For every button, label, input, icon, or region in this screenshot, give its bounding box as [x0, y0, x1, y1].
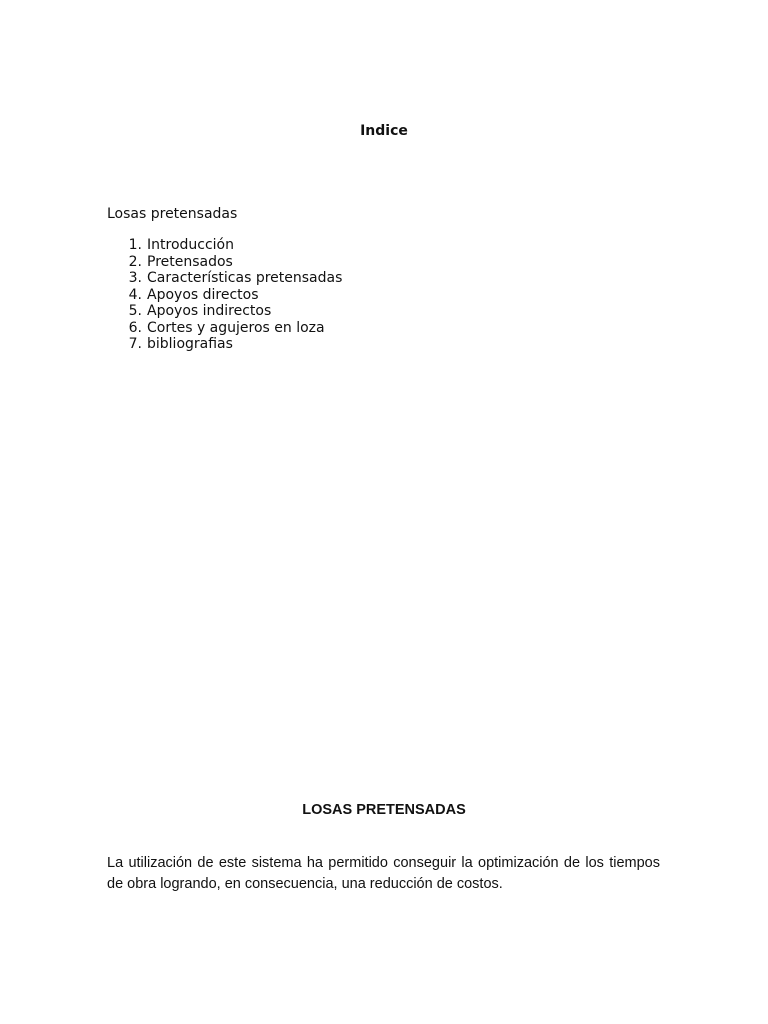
list-item-number: 1. [128, 237, 142, 253]
list-item-number: 2. [128, 253, 142, 270]
list-item-number: 5. [128, 303, 142, 319]
list-item [107, 287, 342, 304]
list-item [107, 320, 342, 337]
index-title: Indice [360, 123, 408, 139]
list-item-number: 6. [128, 319, 142, 336]
list-item [107, 270, 342, 287]
list-item-label: Cortes y agujeros en loza [147, 319, 325, 336]
body-paragraph: La utilización de este sistema ha permitido conseguir la optimización de los tiempos de obra logrando, en consecuencia, una reducción de costos. [107, 855, 660, 892]
list-item [107, 254, 342, 271]
list-item-label: Apoyos directos [147, 286, 259, 303]
list-item-label: bibliografias [147, 336, 233, 352]
list-item-number: 3. [128, 270, 142, 286]
list-item-number: 4. [128, 286, 142, 303]
list-item-label: Pretensados [147, 253, 233, 270]
list-item-label: Introducción [147, 237, 234, 253]
list-item-label: Características pretensadas [147, 270, 343, 286]
list-item-number: 7. [128, 336, 142, 352]
list-item [107, 336, 342, 353]
section-title: LOSAS PRETENSADAS [302, 802, 466, 818]
toc-heading: Losas pretensadas [107, 206, 238, 222]
table-of-contents [107, 237, 342, 353]
list-item [107, 303, 342, 320]
list-item-label: Apoyos indirectos [147, 303, 272, 319]
list-item [107, 237, 342, 254]
